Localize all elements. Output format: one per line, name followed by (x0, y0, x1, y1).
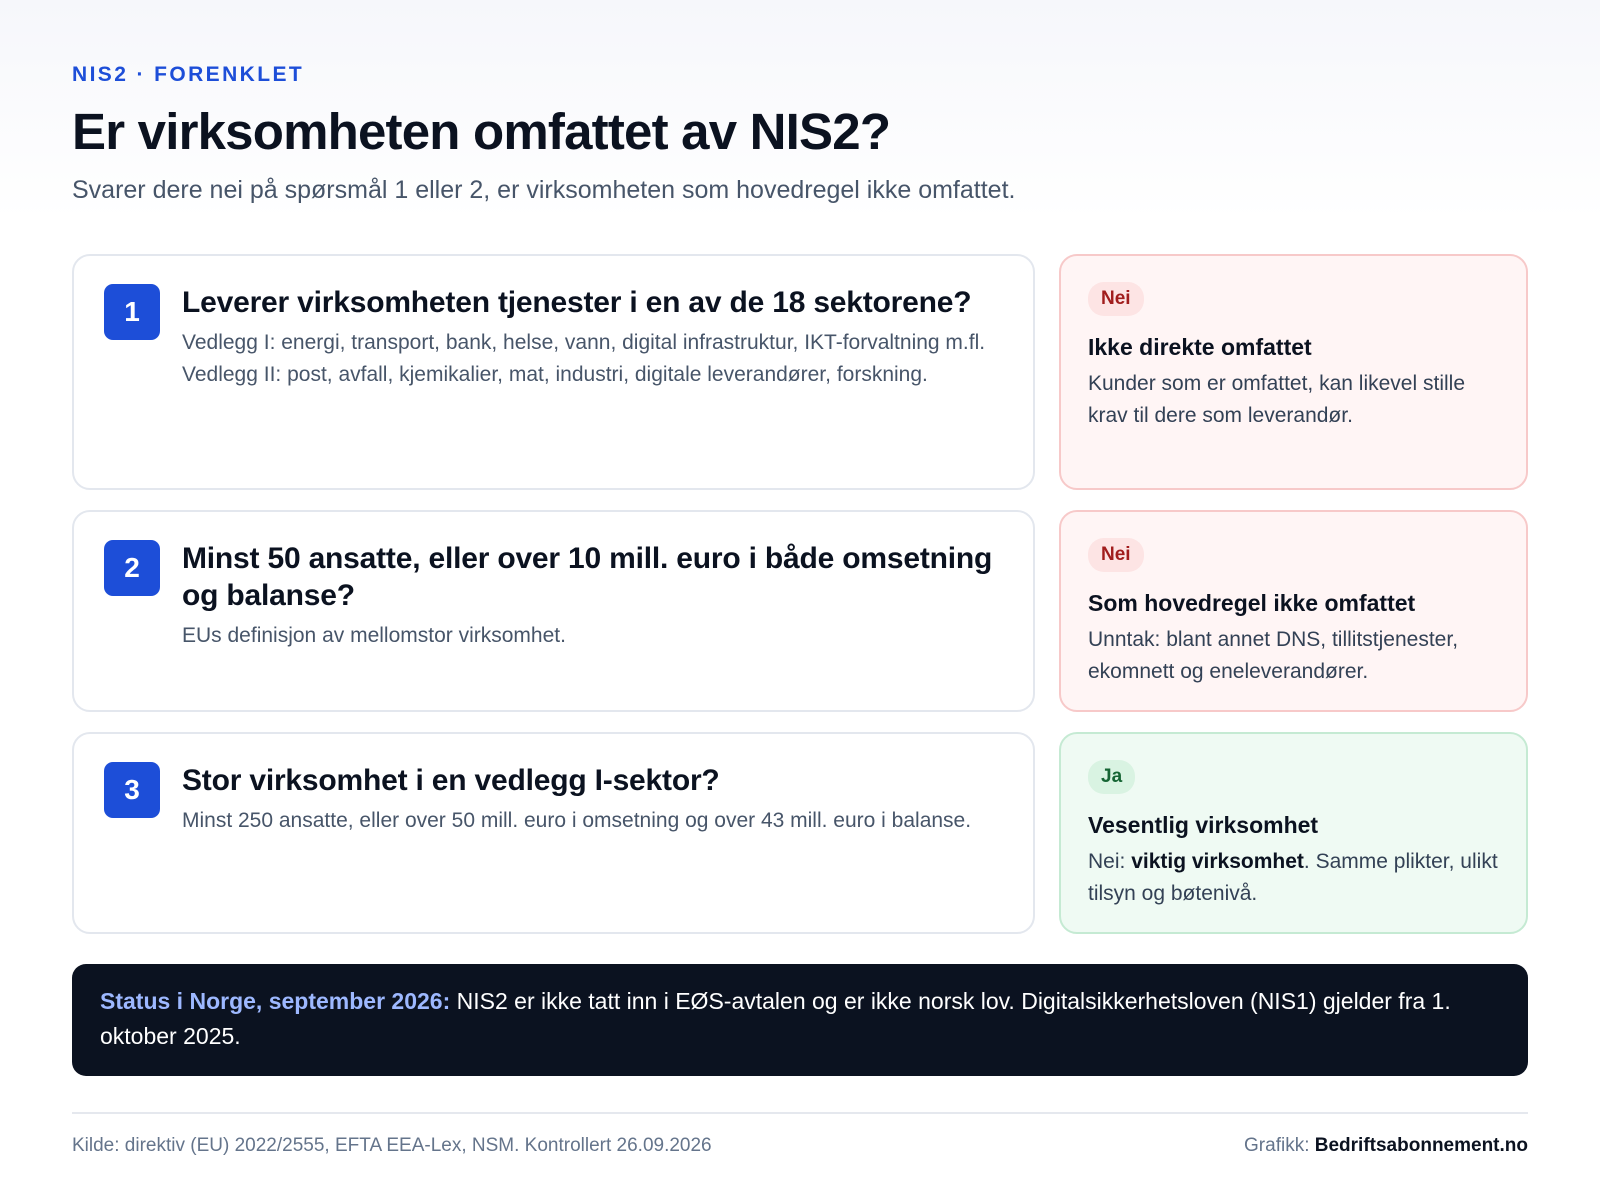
question-title: Leverer virksomheten tjenester i en av de 18 sektorene? (182, 286, 972, 319)
footer-divider (72, 1112, 1528, 1114)
status-text: NIS2 er ikke tatt inn i EØS-avtalen og er ikke norsk lov. Digitalsikkerhetsloven (NIS1) gjelder fra 1. oktober 2025. (100, 988, 1451, 1049)
answer-text: Unntak: blant annet DNS, tillitstjenester, ekomnett og eneleverandører. (1088, 628, 1459, 683)
answer-title: Ikke direkte omfattet (1088, 334, 1312, 360)
question-title: Minst 50 ansatte, eller over 10 mill. euro i både omsetning og balanse? (182, 542, 993, 612)
answer-text-emphasis: viktig virksomhet (1131, 850, 1304, 873)
status-banner (72, 964, 1528, 1076)
credit-label: Grafikk: (1244, 1135, 1315, 1156)
answer-card-2 (1059, 510, 1528, 712)
question-card-1 (72, 254, 1035, 490)
answer-badge-yes: Ja (1088, 760, 1135, 794)
question-number-badge: 1 (104, 284, 160, 340)
question-description: Minst 250 ansatte, eller over 50 mill. euro i omsetning og over 43 mill. euro i balanse. (182, 809, 972, 832)
question-card-3 (72, 732, 1035, 934)
source-note: Kilde: direktiv (EU) 2022/2555, EFTA EEA-Lex, NSM. Kontrollert 26.09.2026 (72, 1135, 712, 1156)
question-card-2 (72, 510, 1035, 712)
answer-badge-no: Nei (1088, 282, 1144, 316)
status-label: Status i Norge, september 2026: (100, 988, 451, 1014)
question-row-2 (72, 510, 1528, 712)
page-title: Er virksomheten omfattet av NIS2? (72, 103, 891, 160)
question-row-1 (72, 254, 1528, 490)
credit-name: Bedriftsabonnement.no (1314, 1135, 1528, 1156)
answer-text (1088, 846, 1498, 910)
question-row-3 (72, 732, 1528, 934)
question-body (182, 284, 1003, 468)
answer-text: Kunder som er omfattet, kan likevel stille krav til dere som leverandør. (1088, 372, 1465, 427)
answer-title: Vesentlig virksomhet (1088, 812, 1319, 838)
page-subtitle: Svarer dere nei på spørsmål 1 eller 2, er virksomheten som hovedregel ikke omfattet. (72, 176, 1016, 204)
footer (72, 1134, 1528, 1158)
question-number-badge: 3 (104, 762, 160, 818)
answer-card-3 (1059, 732, 1528, 934)
answer-card-1 (1059, 254, 1528, 490)
eyebrow-label: NIS2 · FORENKLET (72, 63, 305, 86)
question-title: Stor virksomhet i en vedlegg I-sektor? (182, 764, 720, 797)
credit (1244, 1134, 1528, 1158)
answer-badge-no: Nei (1088, 538, 1144, 572)
question-body (182, 762, 1003, 912)
question-body (182, 540, 1003, 690)
question-description: EUs definisjon av mellomstor virksomhet. (182, 624, 566, 647)
question-number-badge: 2 (104, 540, 160, 596)
question-rows (72, 254, 1528, 954)
question-description: Vedlegg I: energi, transport, bank, helse, vann, digital infrastruktur, IKT-forvaltning m.fl. Vedlegg II: post, avfall, kjemikalier, mat, industri, digitale leverandører, forskning. (182, 331, 986, 386)
infographic (72, 62, 1528, 1156)
answer-text-suffix: . Samme plikter, ulikt tilsyn og bøtenivå. (1088, 850, 1498, 905)
answer-title: Som hovedregel ikke omfattet (1088, 590, 1416, 616)
answer-text-prefix: Nei: (1088, 850, 1132, 873)
